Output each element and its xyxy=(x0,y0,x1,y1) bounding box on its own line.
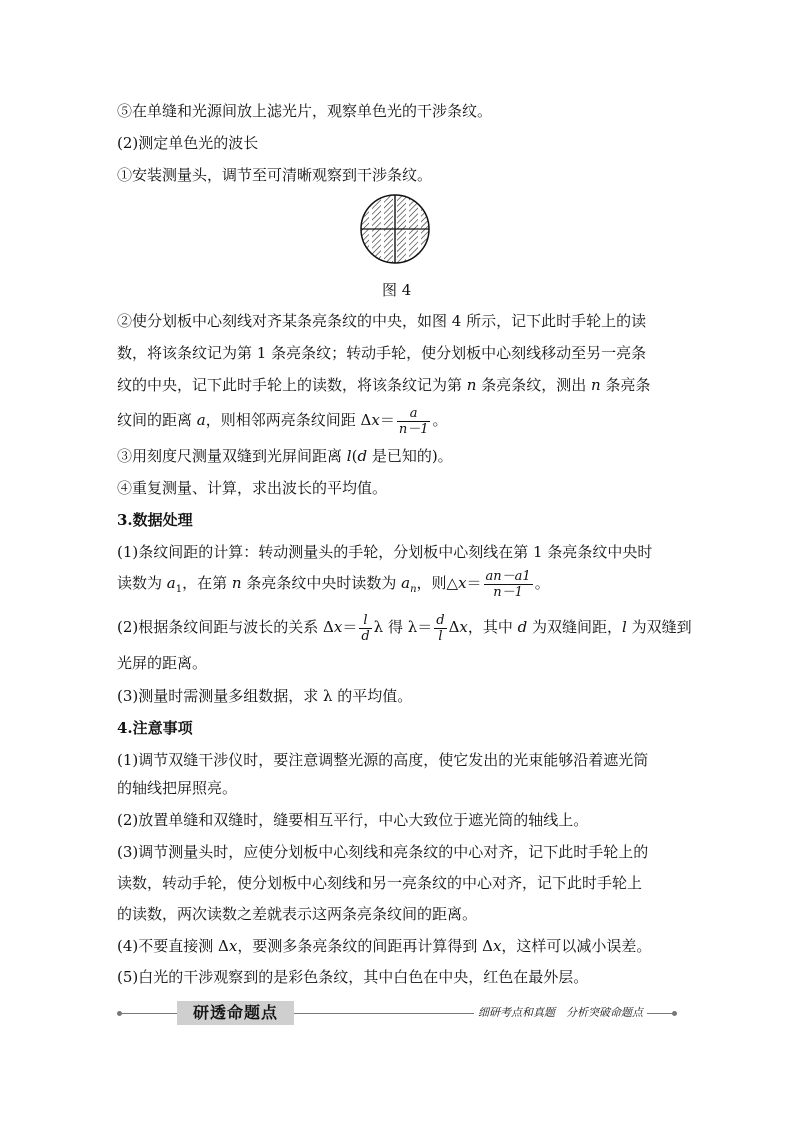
text-line xyxy=(117,405,448,437)
fraction xyxy=(484,569,533,600)
text-span: 是已知的)。 xyxy=(367,447,453,465)
figure-4 xyxy=(359,193,431,265)
text-line: 的轴线把屏照亮。 xyxy=(117,779,238,797)
text-line xyxy=(117,568,550,605)
text-line xyxy=(117,936,651,956)
text-span: ＝ xyxy=(379,411,395,429)
text-line: (3)测量时需测量多组数据，求 λ 的平均值。 xyxy=(117,687,413,705)
text-span: 条亮条纹，测出 xyxy=(476,376,591,394)
math-var: x xyxy=(371,411,380,429)
numerator: an－a1 xyxy=(485,568,531,584)
section-heading: 3.数据处理 xyxy=(117,511,193,529)
text-line: ⑤在单缝和光源间放上滤光片，观察单色光的干涉条纹。 xyxy=(117,102,493,120)
text-line: (1)条纹间距的计算：转动测量头的手轮，分划板中心刻线在第 1 条亮条纹中央时 xyxy=(117,543,653,561)
text-line: 数，将该条纹记为第 1 条亮条纹；转动手轮，使分划板中心刻线移动至另一亮条 xyxy=(117,344,647,362)
text-span: ，则相邻两亮条纹间距 Δ xyxy=(205,411,372,429)
text-span: 条亮条纹中央时读数为 xyxy=(241,574,402,592)
banner-subtitle: 细研考点和真题 分析突破命题点 xyxy=(474,1005,647,1021)
math-var: x xyxy=(459,618,468,636)
denominator: n－1 xyxy=(398,421,429,437)
banner-dot xyxy=(117,1011,122,1016)
denominator: l xyxy=(434,628,446,644)
fraction xyxy=(397,406,431,437)
math-var: n xyxy=(231,574,242,592)
fraction xyxy=(434,613,446,644)
text-span: 为双缝间距， xyxy=(527,618,623,636)
fraction xyxy=(359,613,371,644)
numerator: d xyxy=(436,612,445,628)
text-line xyxy=(117,446,453,466)
numerator: a xyxy=(409,405,418,421)
text-line: ④重复测量、计算，求出波长的平均值。 xyxy=(117,479,388,497)
text-span: 读数为 xyxy=(117,574,167,592)
math-var: x xyxy=(333,618,343,636)
text-line: (3)调节测量头时，应使分划板中心刻线和亮条纹的中心对齐，记下此时手轮上的 xyxy=(117,843,649,861)
text-line: ①安装测量头，调节至可清晰观察到干涉条纹。 xyxy=(117,166,433,184)
math-var: x xyxy=(492,937,502,955)
text-span: ，则△ xyxy=(416,574,459,592)
math-var: a xyxy=(196,411,206,429)
text-span: ③用刻度尺测量双缝到光屏间距离 xyxy=(117,447,347,465)
denominator: n－1 xyxy=(484,584,533,600)
section-heading: 4.注意事项 xyxy=(117,719,193,737)
text-span: λ 得 λ＝ xyxy=(373,618,433,636)
text-span: Δ xyxy=(448,618,460,636)
section-label: 研透命题点 xyxy=(177,1001,294,1025)
denominator: d xyxy=(361,628,370,644)
text-line xyxy=(117,375,650,395)
text-line: 光屏的距离。 xyxy=(117,654,208,672)
math-var: l xyxy=(622,618,627,636)
text-span: 为双缝到 xyxy=(626,618,692,636)
math-var: x xyxy=(228,937,238,955)
math-var: x xyxy=(458,574,467,592)
text-span: (2)根据条纹间距与波长的关系 Δ xyxy=(117,618,334,636)
subheading: (2)测定单色光的波长 xyxy=(117,134,259,152)
numerator: l xyxy=(363,612,368,628)
subscript: n xyxy=(410,584,417,595)
text-span: 条亮条 xyxy=(600,376,651,394)
text-span: ，这样可以减小误差。 xyxy=(501,937,652,955)
text-span: 。 xyxy=(432,411,448,429)
math-var: d xyxy=(517,618,528,636)
math-var: n xyxy=(466,376,477,394)
text-line: 的读数，两次读数之差就表示这两条亮条纹间的距离。 xyxy=(117,905,478,923)
text-span: ＝ xyxy=(342,618,358,636)
subscript: 1 xyxy=(175,584,183,595)
text-span: ，要测多条亮条纹的间距再计算得到 Δ xyxy=(237,937,493,955)
math-var: a xyxy=(401,574,411,592)
figure-caption: 图 4 xyxy=(382,281,412,299)
math-var: d xyxy=(357,447,368,465)
text-line: (2)放置单缝和双缝时，缝要相互平行，中心大致位于遮光筒的轴线上。 xyxy=(117,811,589,829)
text-line: 读数，转动手轮，使分划板中心刻线和另一亮条纹的中心对齐，记下此时手轮上 xyxy=(117,874,643,892)
math-var: n xyxy=(591,376,601,394)
text-span: 纹间的距离 xyxy=(117,411,197,429)
text-span: ＝ xyxy=(466,574,482,592)
text-span: 。 xyxy=(534,574,550,592)
text-span: (4)不要直接测 Δ xyxy=(117,937,229,955)
text-line: (5)白光的干涉观察到的是彩色条纹，其中白色在中央，红色在最外层。 xyxy=(117,968,589,986)
text-span: 纹的中央，记下此时手轮上的读数，将该条纹记为第 xyxy=(117,376,467,394)
text-span: ( xyxy=(351,447,358,465)
text-line xyxy=(117,612,692,644)
math-var: l xyxy=(346,447,352,465)
text-span: ，在第 xyxy=(182,574,232,592)
text-line: ②使分划板中心刻线对齐某条亮条纹的中央，如图 4 所示，记下此时手轮上的读 xyxy=(117,312,647,330)
section-banner xyxy=(117,1001,677,1025)
text-line: (1)调节双缝干涉仪时，要注意调整光源的高度，使它发出的光束能够沿着遮光筒 xyxy=(117,751,649,769)
interference-fringe-diagram xyxy=(359,193,431,265)
text-span: ，其中 xyxy=(467,618,518,636)
math-var: a xyxy=(166,574,176,592)
banner-dot xyxy=(672,1011,677,1016)
